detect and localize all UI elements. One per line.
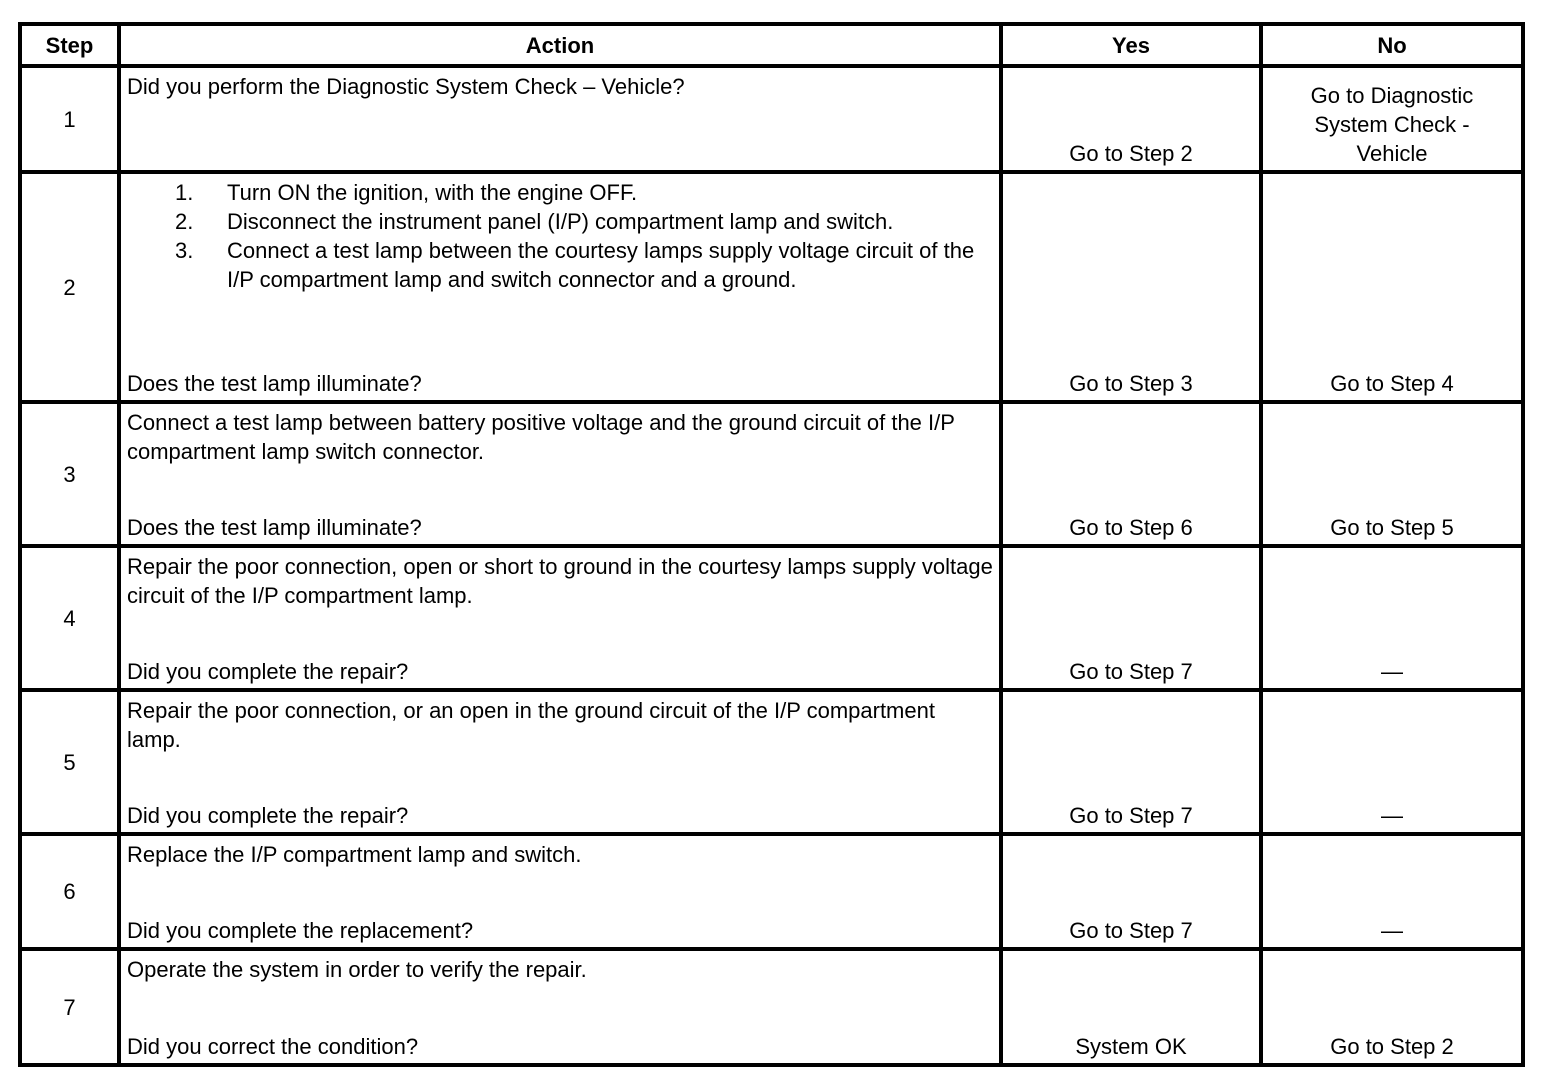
diagnostic-table xyxy=(18,22,1525,1067)
list-item-number: 1. xyxy=(175,180,194,205)
action-question: Did you complete the repair? xyxy=(127,803,409,828)
list-item-text: Disconnect the instrument panel (I/P) compartment lamp and switch. xyxy=(227,209,894,234)
action-question: Did you complete the replacement? xyxy=(127,918,474,943)
step-number: 6 xyxy=(20,834,119,949)
yes-cell: Go to Step 3 xyxy=(1001,172,1261,402)
list-item-text: Turn ON the ignition, with the engine OFF. xyxy=(227,180,638,205)
list-item-number: 2. xyxy=(175,209,194,234)
action-step-list xyxy=(127,178,993,294)
action-cell xyxy=(119,834,1001,949)
list-item xyxy=(175,207,993,236)
action-cell xyxy=(119,66,1001,172)
action-question: Did you correct the condition? xyxy=(127,1034,419,1059)
no-cell: — xyxy=(1261,834,1523,949)
diagnostic-table-container xyxy=(18,22,1521,1067)
table-row xyxy=(20,66,1523,172)
yes-cell: Go to Step 2 xyxy=(1001,66,1261,172)
action-cell xyxy=(119,690,1001,834)
table-row xyxy=(20,172,1523,402)
yes-cell: Go to Step 7 xyxy=(1001,546,1261,690)
header-step: Step xyxy=(20,24,119,66)
step-number: 4 xyxy=(20,546,119,690)
action-question: Does the test lamp illuminate? xyxy=(127,515,422,540)
yes-cell: Go to Step 7 xyxy=(1001,690,1261,834)
header-action: Action xyxy=(119,24,1001,66)
list-item-text: Connect a test lamp between the courtesy lamps supply voltage circuit of the I/P compartment lamp and switch connector and a ground. xyxy=(227,238,975,292)
yes-cell: Go to Step 6 xyxy=(1001,402,1261,546)
step-number: 2 xyxy=(20,172,119,402)
action-cell xyxy=(119,546,1001,690)
table-row xyxy=(20,690,1523,834)
header-row xyxy=(20,24,1523,66)
step-number: 1 xyxy=(20,66,119,172)
list-item-number: 3. xyxy=(175,238,194,263)
list-item xyxy=(175,178,993,207)
header-no: No xyxy=(1261,24,1523,66)
no-cell xyxy=(1261,66,1523,172)
action-text: Connect a test lamp between battery positive voltage and the ground circuit of the I/P compartment lamp switch connector. xyxy=(127,410,955,464)
step-number: 5 xyxy=(20,690,119,834)
no-cell: Go to Step 5 xyxy=(1261,402,1523,546)
step-number: 3 xyxy=(20,402,119,546)
table-row xyxy=(20,834,1523,949)
action-question: Does the test lamp illuminate? xyxy=(127,371,422,396)
yes-cell: System OK xyxy=(1001,949,1261,1065)
no-cell: — xyxy=(1261,690,1523,834)
no-cell: Go to Step 4 xyxy=(1261,172,1523,402)
action-text: Replace the I/P compartment lamp and switch. xyxy=(127,842,582,867)
yes-cell: Go to Step 7 xyxy=(1001,834,1261,949)
step-number: 7 xyxy=(20,949,119,1065)
table-row xyxy=(20,402,1523,546)
list-item xyxy=(175,236,993,294)
action-cell xyxy=(119,402,1001,546)
action-text: Repair the poor connection, or an open in the ground circuit of the I/P compartment lamp. xyxy=(127,698,935,752)
header-yes: Yes xyxy=(1001,24,1261,66)
action-text: Operate the system in order to verify the repair. xyxy=(127,957,587,982)
table-row xyxy=(20,546,1523,690)
action-cell xyxy=(119,172,1001,402)
action-question: Did you complete the repair? xyxy=(127,659,409,684)
action-text: Did you perform the Diagnostic System Check – Vehicle? xyxy=(127,74,685,99)
no-text: Go to Diagnostic System Check - Vehicle xyxy=(1310,83,1474,166)
no-cell: — xyxy=(1261,546,1523,690)
action-text: Repair the poor connection, open or short to ground in the courtesy lamps supply voltage circuit of the I/P compartment lamp. xyxy=(127,554,993,608)
no-cell: Go to Step 2 xyxy=(1261,949,1523,1065)
